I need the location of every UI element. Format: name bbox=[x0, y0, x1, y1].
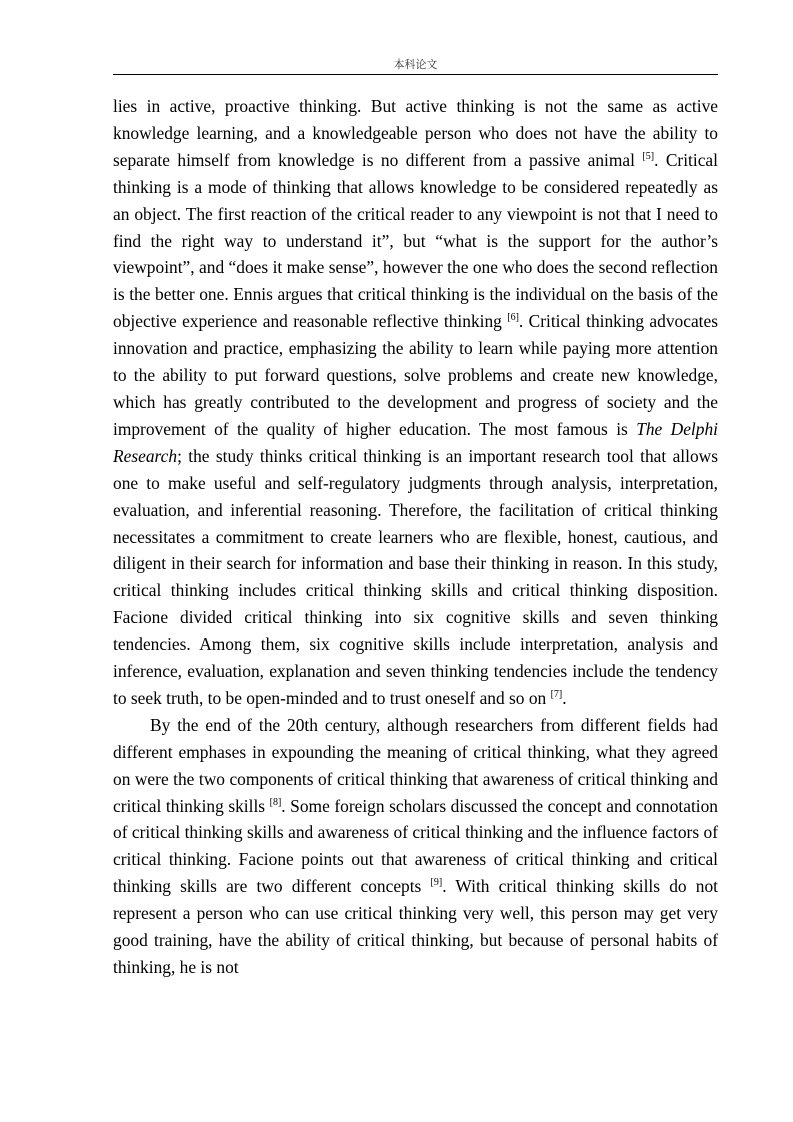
text-run: . bbox=[562, 687, 567, 708]
page-header-title: 本科论文 bbox=[393, 58, 438, 71]
citation-8: [8] bbox=[269, 796, 282, 808]
paragraph-2 bbox=[113, 712, 718, 981]
text-run: ; the study thinks critical thinking is an important research tool that allows one to make useful and self-regulatory judgments through analysis, interpretation, evaluation, and inferential reasoning. Therefore, the facilitation of critical thinking necessitates a commitment to create learners who are flexible, honest, cautious, and diligent in their search for information and base their thinking in reason. In this study, critical thinking includes critical thinking skills and critical thinking disposition. Facione divided critical thinking into six cognitive skills and seven thinking tendencies. Among them, six cognitive skills include interpretation, analysis and inference, evaluation, explanation and seven thinking tendencies include the tendency to seek truth, to be open-minded and to trust oneself and so on bbox=[113, 445, 718, 708]
citation-5: [5] bbox=[642, 150, 655, 162]
text-run: . Critical thinking is a mode of thinking that allows knowledge to be considered repeatedly as an object. The first reaction of the critical reader to any viewpoint is not that I need to find the right way to understand it”, but “what is the support for the author’s viewpoint”, and “does it make sense”, however the one who does the second reflection is the better one. Ennis argues that critical thinking is the individual on the basis of the objective experience and reasonable reflective thinking bbox=[113, 149, 718, 332]
citation-6: [6] bbox=[507, 312, 519, 324]
document-body bbox=[113, 93, 718, 981]
text-run: . Critical thinking advocates innovation and practice, emphasizing the ability to learn while paying more attention to the ability to put forward questions, solve problems and create new knowledge, which has greatly contributed to the development and progress of society and the improvement of the quality of higher education. The most famous is bbox=[113, 311, 718, 439]
citation-9: [9] bbox=[430, 877, 443, 889]
text-run: By the end of the 20th century, although researchers from different fields had different emphases in expounding the meaning of critical thinking, what they agreed on were the two components of critical thinking that awareness of critical thinking and critical thinking skills bbox=[113, 714, 718, 816]
text-run: . Some foreign scholars discussed the concept and connotation of critical thinking skills and awareness of critical thinking and the influence factors of critical thinking. Facione points out that awareness of critical thinking and critical thinking skills are two different concepts bbox=[113, 795, 719, 897]
header-divider bbox=[113, 74, 718, 75]
text-run: . With critical thinking skills do not represent a person who can use critical thinking very well, this person may get very good training, have the ability of critical thinking, but because of personal habits of thinking, he is not bbox=[113, 876, 718, 977]
citation-7: [7] bbox=[550, 688, 563, 700]
paragraph-1 bbox=[113, 93, 718, 712]
text-run: lies in active, proactive thinking. But active thinking is not the same as active knowledge learning, and a knowledgeable person who does not have the ability to separate himself from knowledge is no different from a passive animal bbox=[113, 96, 718, 170]
italic-title: The Delphi Research bbox=[113, 418, 718, 466]
